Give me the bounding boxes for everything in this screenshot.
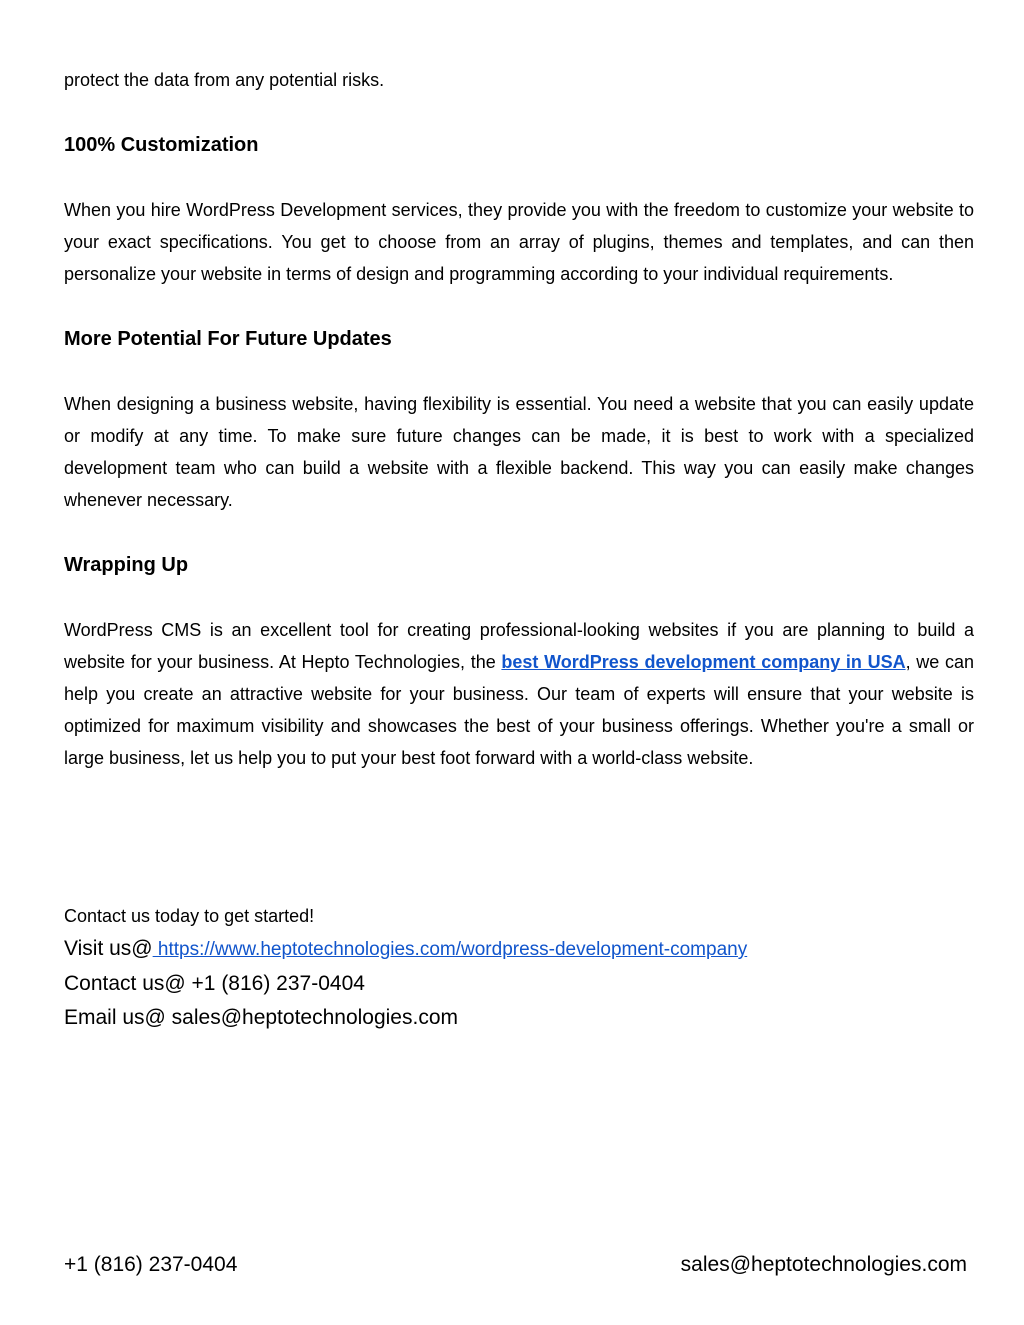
- footer-phone: +1 (816) 237-0404: [64, 1253, 238, 1276]
- paragraph-future-updates: When designing a business website, having flexibility is essential. You need a website that you can easily update or modify at any time. To make sure future changes can be made, it is best to work with a specialized development team who can build a website with a flexible backend. This way you can easily make changes whenever necessary.: [64, 394, 974, 510]
- best-wordpress-company-link[interactable]: best WordPress development company in USA: [501, 652, 906, 672]
- phone-line: Contact us@ +1 (816) 237-0404: [64, 972, 365, 995]
- email-line: Email us@ sales@heptotechnologies.com: [64, 1006, 458, 1029]
- heading-wrapping-up: Wrapping Up: [64, 554, 189, 576]
- contact-block: [64, 900, 974, 1035]
- wrapping-text-before-link: WordPress CMS is an excellent tool for creating professional-looking websites if you are planning to build a website for your business. At Hepto Technologies, the: [64, 620, 974, 672]
- heading-future-updates: More Potential For Future Updates: [64, 328, 392, 350]
- contact-cta: Contact us today to get started!: [64, 906, 315, 926]
- heading-customization: 100% Customization: [64, 134, 259, 156]
- paragraph-wrapping-up: [64, 614, 974, 774]
- paragraph-customization: When you hire WordPress Development services, they provide you with the freedom to customize your website to your exact specifications. You get to choose from an array of plugins, themes and templates, and can then personalize your website in terms of design and programming according to your individual requirements.: [64, 200, 974, 284]
- visit-label: Visit us@: [64, 937, 153, 960]
- footer-email: sales@heptotechnologies.com: [680, 1253, 967, 1276]
- wrapping-text-after-link: , we can help you create an attractive website for your business. Our team of experts will ensure that your website is optimized for maximum visibility and showcases the best of your business offerings. Whether you're a small or large business, let us help you to put your best foot forward with a world-class website.: [64, 652, 974, 768]
- website-url-link[interactable]: https://www.heptotechnologies.com/wordpress-development-company: [152, 939, 748, 960]
- page-footer: [64, 1250, 967, 1280]
- intro-tail-text: protect the data from any potential risks.: [64, 70, 385, 90]
- document-body: [64, 64, 974, 774]
- visit-line: [64, 932, 974, 967]
